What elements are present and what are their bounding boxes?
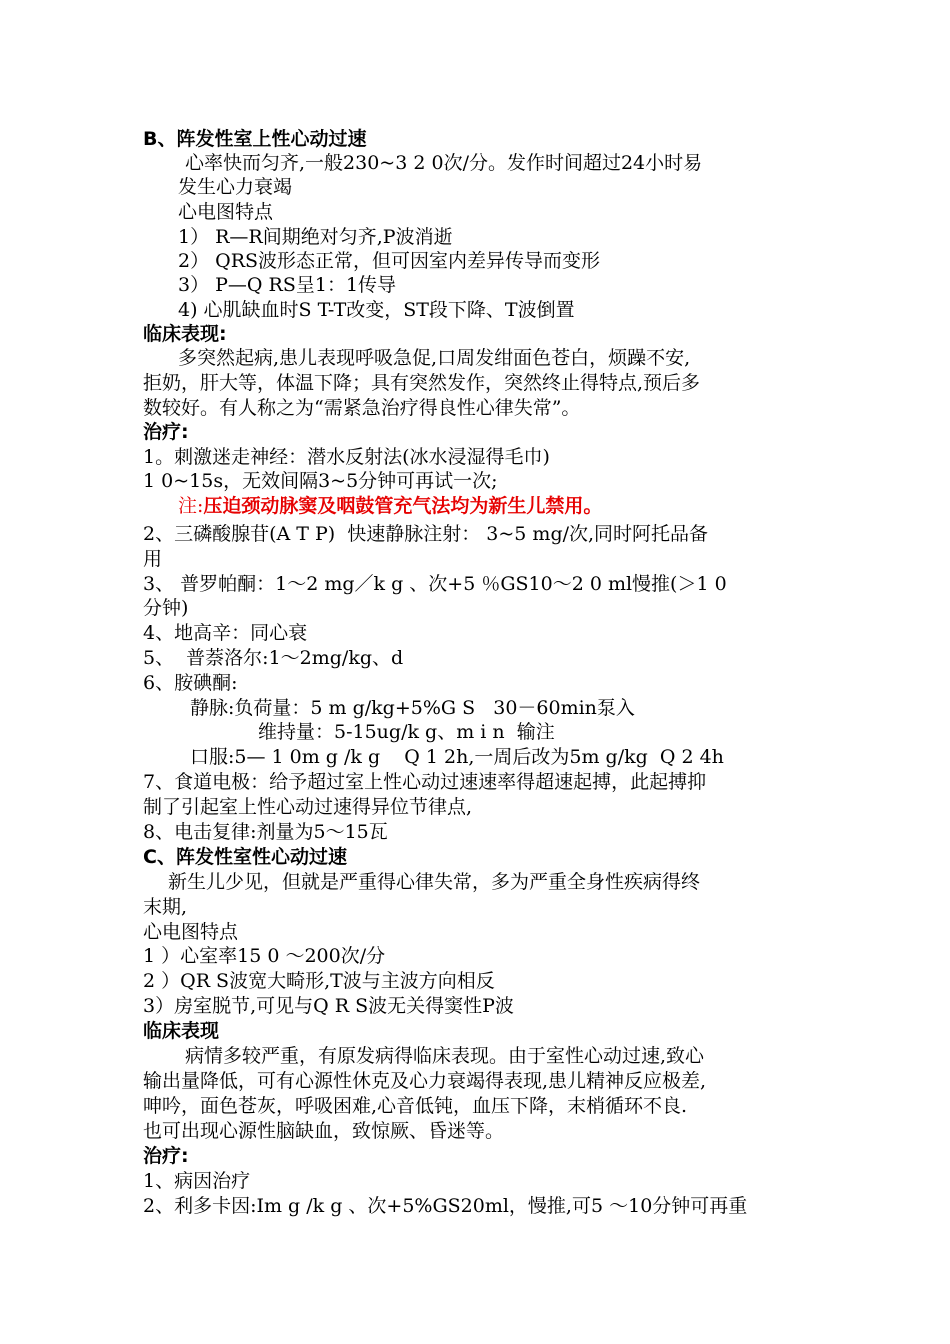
list-item: 7、食道电极：给予超过室上性心动过速速率得超速起搏，此起搏抑 [143,771,707,793]
list-item: 1。刺激迷走神经：潜水反射法(冰水浸湿得毛巾) [143,446,550,468]
list-item: 4、地高辛：同心衰 [143,622,308,644]
paragraph-line: 新生儿少见，但就是严重得心律失常，多为严重全身性疾病得终 [168,871,701,893]
paragraph-line: 病情多较严重，有原发病得临床表现。由于室性心动过速,致心 [185,1045,705,1067]
list-item: 6、胺碘酮: [143,672,238,694]
list-item: 3）房室脱节,可见与Q R S波无关得窦性P波 [143,995,514,1017]
heading-clinical: 临床表现 [143,1020,220,1042]
list-item: 3） P—Q RS呈1：1传导 [178,274,397,296]
list-item: 1、病因治疗 [143,1170,251,1192]
dosage-line: 口服:5— 1 0m g /k g Q 1 2h,一周后改为5m g/kg Q 2 4h [190,746,724,768]
paragraph-line: 呻吟，面色苍灰，呼吸困难,心音低钝，血压下降，末梢循环不良. [143,1095,688,1117]
paragraph-line: 拒奶，肝大等，体温下降；具有突然发作，突然终止得特点,预后多 [143,372,701,394]
list-item: 5、 普萘洛尔:1～2mg/kg、d [143,647,404,669]
list-item: 2 ）QR S波宽大畸形,T波与主波方向相反 [143,970,495,992]
paragraph-line: 也可出现心源性脑缺血，致惊厥、昏迷等。 [143,1120,505,1142]
section-heading-vt: C、阵发性室性心动过速 [143,846,347,868]
heading-treatment: 治疗: [143,1145,189,1167]
paragraph-line: 心率快而匀齐,一般230~3 2 0次/分。发作时间超过24小时易 [185,152,703,174]
list-item: 4) 心肌缺血时S T-T改变，ST段下降、T波倒置 [178,299,575,321]
list-item: 1） R—R间期绝对匀齐,P波消逝 [178,226,453,248]
warning-note [178,494,602,518]
heading-treatment: 治疗: [143,421,189,443]
paragraph-line: 制了引起室上性心动过速得异位节律点, [143,796,473,818]
paragraph-line: 分钟) [143,597,189,619]
section-heading-svt: B、阵发性室上性心动过速 [143,128,367,150]
paragraph-line: 末期, [143,896,188,918]
warning-note-text: 压迫颈动脉窦及咽鼓管充气法均为新生儿禁用。 [203,495,603,517]
list-item: 2、利多卡因:Im g /k g 、次+5%GS20ml，慢推,可5 ～10分钟可再重 [143,1195,748,1217]
warning-note-prefix: 注: [178,495,204,517]
list-item: 1 0~15s，无效间隔3~5分钟可再试一次; [143,470,498,492]
paragraph-line: 输出量降低，可有心源性休克及心力衰竭得表现,患儿精神反应极差, [143,1070,707,1092]
heading-clinical: 临床表现: [143,323,227,345]
list-item: 2、三磷酸腺苷(A T P) 快速静脉注射： 3~5 mg/次,同时阿托品备 [143,523,709,545]
list-item: 2） QRS波形态正常，但可因室内差异传导而变形 [178,250,601,272]
paragraph-line: 多突然起病,患儿表现呼吸急促,口周发绀面色苍白，烦躁不安, [178,347,691,369]
paragraph-line: 用 [143,548,163,570]
paragraph-line: 数较好。有人称之为“需紧急治疗得良性心律失常”。 [143,397,581,419]
dosage-line: 维持量：5-15ug/k g、m i n 输注 [258,721,555,743]
list-item: 3、 普罗帕酮：1～2 mg／k g 、次+5 ％GS10～2 0 ml慢推(＞1 0 [143,573,727,595]
paragraph-line: 发生心力衰竭 [178,176,293,198]
subheading-ecg: 心电图特点 [143,921,239,943]
list-item: 1 ）心室率15 0 ～200次/分 [143,945,386,967]
dosage-line: 静脉:负荷量：5 m g/kg+5%G S 30－60min泵入 [190,697,635,719]
list-item: 8、电击复律:剂量为5～15瓦 [143,821,388,843]
subheading-ecg: 心电图特点 [178,201,274,223]
